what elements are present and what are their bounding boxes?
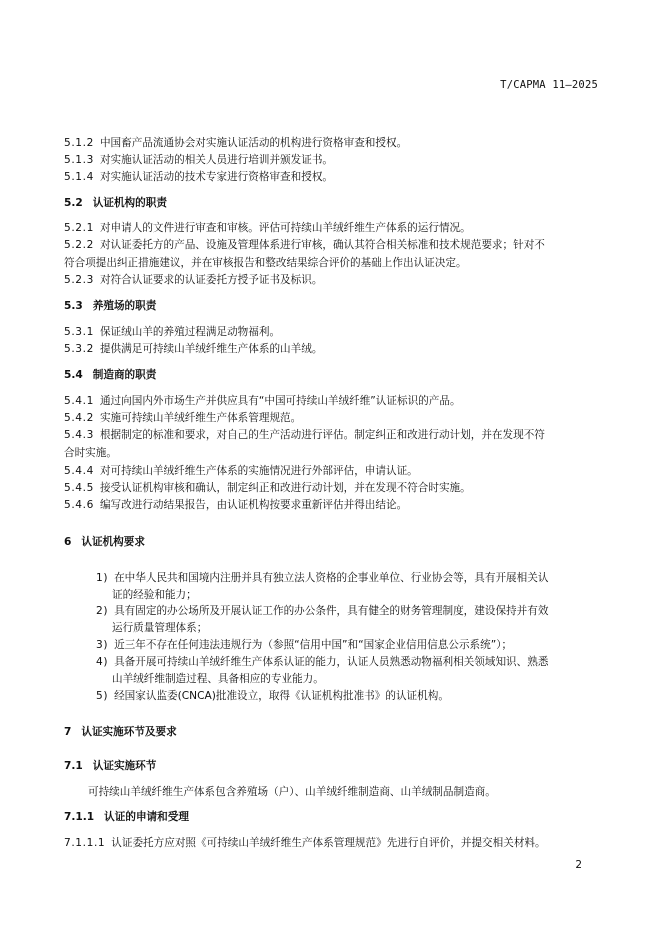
heading-5-4 — [64, 368, 602, 382]
clause-5-4-6 — [64, 498, 602, 512]
clause-number: 5.1.2 — [64, 137, 94, 149]
heading-number: 5.4 — [64, 369, 83, 381]
clause-text: 对实施认证活动的技术专家进行资格审查和授权。 — [99, 171, 334, 183]
clause-7-1-1-1 — [64, 836, 602, 850]
page-header: T/CAPMA 11—2025 — [500, 79, 598, 91]
clause-text: 对实施认证活动的相关人员进行培训并颁发证书。 — [99, 154, 334, 166]
list-item-5 — [96, 689, 602, 703]
clause-5-4-5 — [64, 481, 602, 495]
clause-number: 5.1.4 — [64, 171, 94, 183]
heading-title: 认证实施环节 — [92, 760, 157, 772]
clause-number: 5.4.6 — [64, 499, 94, 511]
clause-text: 对符合认证要求的认证委托方授予证书及标识。 — [99, 274, 323, 286]
list-item-2-cont: 运行质量管理体系； — [112, 622, 208, 634]
clause-text: 认证委托方应对照《可持续山羊绒纤维生产体系管理规范》先进行自评价，并提交相关材料。 — [111, 837, 546, 849]
clause-text: 提供满足可持续山羊绒纤维生产体系的山羊绒。 — [99, 343, 323, 355]
list-text: 经国家认监委(CNCA)批准设立，取得《认证机构批准书》的认证机构。 — [114, 690, 449, 702]
heading-title: 养殖场的职责 — [92, 300, 157, 312]
heading-6 — [64, 535, 602, 549]
clause-number: 5.4.5 — [64, 482, 94, 494]
heading-7-1-1 — [64, 810, 602, 824]
clause-number: 5.4.4 — [64, 465, 94, 477]
list-text: 近三年不存在任何违法违规行为（参照“信用中国”和“国家企业信用信息公示系统”）； — [114, 639, 513, 651]
clause-text: 对申请人的文件进行审查和审核。评估可持续山羊绒纤维生产体系的运行情况。 — [99, 222, 471, 234]
clause-5-4-1 — [64, 394, 602, 408]
clause-number: 5.1.3 — [64, 154, 94, 166]
clause-5-2-2-cont: 符合项提出纠正措施建议，并在审核报告和整改结果综合评价的基础上作出认证决定。 — [64, 257, 467, 269]
list-item-2 — [96, 604, 602, 618]
heading-number: 6 — [64, 536, 72, 548]
heading-title: 制造商的职责 — [92, 369, 157, 381]
list-number: 3) — [96, 639, 109, 651]
clause-5-2-2 — [64, 238, 602, 252]
heading-number: 7 — [64, 726, 72, 738]
clause-5-3-2 — [64, 342, 602, 356]
list-text: 具有固定的办公场所及开展认证工作的办公条件，具有健全的财务管理制度，建设保持并有效 — [114, 605, 549, 617]
heading-number: 5.2 — [64, 197, 83, 209]
heading-number: 7.1 — [64, 760, 83, 772]
clause-number: 5.2.2 — [64, 239, 94, 251]
clause-number: 7.1.1.1 — [64, 837, 106, 849]
clause-number: 5.3.1 — [64, 326, 94, 338]
clause-5-2-3 — [64, 273, 602, 287]
heading-title: 认证的申请和受理 — [104, 811, 189, 823]
page-number: 2 — [575, 859, 582, 871]
clause-text: 实施可持续山羊绒纤维生产体系管理规范。 — [99, 412, 302, 424]
list-number: 4) — [96, 656, 109, 668]
heading-title: 认证实施环节及要求 — [81, 726, 177, 738]
list-item-3 — [96, 638, 602, 652]
clause-5-1-4 — [64, 170, 602, 184]
clause-5-2-1 — [64, 221, 602, 235]
clause-number: 5.2.3 — [64, 274, 94, 286]
paragraph-7-1: 可持续山羊绒纤维生产体系包含养殖场（户）、山羊绒纤维制造商、山羊绒制品制造商。 — [88, 786, 496, 798]
clause-number: 5.2.1 — [64, 222, 94, 234]
list-number: 1) — [96, 572, 109, 584]
clause-5-4-3-cont: 合时实施。 — [64, 447, 117, 459]
clause-text: 接受认证机构审核和确认，制定纠正和改进行动计划，并在发现不符合时实施。 — [99, 482, 471, 494]
clause-text: 保证绒山羊的养殖过程满足动物福利。 — [99, 326, 281, 338]
list-item-4-cont: 山羊绒纤维制造过程、具备相应的专业能力。 — [112, 673, 324, 685]
clause-text: 对可持续山羊绒纤维生产体系的实施情况进行外部评估，申请认证。 — [99, 465, 418, 477]
clause-number: 5.3.2 — [64, 343, 94, 355]
list-item-1 — [96, 571, 602, 585]
heading-number: 5.3 — [64, 300, 83, 312]
clause-text: 对认证委托方的产品、设施及管理体系进行审核，确认其符合相关标准和技术规范要求；针对不 — [99, 239, 545, 251]
clause-5-1-2 — [64, 136, 602, 150]
clause-5-4-3 — [64, 428, 602, 442]
heading-5-2 — [64, 196, 602, 210]
heading-number: 7.1.1 — [64, 811, 95, 823]
heading-title: 认证机构要求 — [81, 536, 145, 548]
clause-5-4-2 — [64, 411, 602, 425]
clause-text: 中国畜产品流通协会对实施认证活动的机构进行资格审查和授权。 — [99, 137, 408, 149]
clause-text: 编写改进行动结果报告，由认证机构按要求重新评估并得出结论。 — [99, 499, 408, 511]
list-number: 2) — [96, 605, 109, 617]
list-text: 具备开展可持续山羊绒纤维生产体系认证的能力，认证人员熟悉动物福利相关领域知识、熟悉 — [114, 656, 549, 668]
clause-5-1-3 — [64, 153, 602, 167]
clause-text: 通过向国内外市场生产并供应具有“中国可持续山羊绒纤维”认证标识的产品。 — [99, 395, 461, 407]
list-number: 5) — [96, 690, 109, 702]
clause-5-4-4 — [64, 464, 602, 478]
heading-7 — [64, 725, 602, 739]
clause-number: 5.4.2 — [64, 412, 94, 424]
heading-title: 认证机构的职责 — [92, 197, 167, 209]
list-item-4 — [96, 655, 602, 669]
heading-7-1 — [64, 759, 602, 773]
clause-5-3-1 — [64, 325, 602, 339]
list-text: 在中华人民共和国境内注册并具有独立法人资格的企事业单位、行业协会等，具有开展相关认 — [114, 572, 549, 584]
clause-number: 5.4.1 — [64, 395, 94, 407]
clause-text: 根据制定的标准和要求，对自己的生产活动进行评估。制定纠正和改进行动计划，并在发现不符 — [99, 429, 545, 441]
clause-number: 5.4.3 — [64, 429, 94, 441]
heading-5-3 — [64, 299, 602, 313]
list-item-1-cont: 证的经验和能力； — [112, 589, 197, 601]
